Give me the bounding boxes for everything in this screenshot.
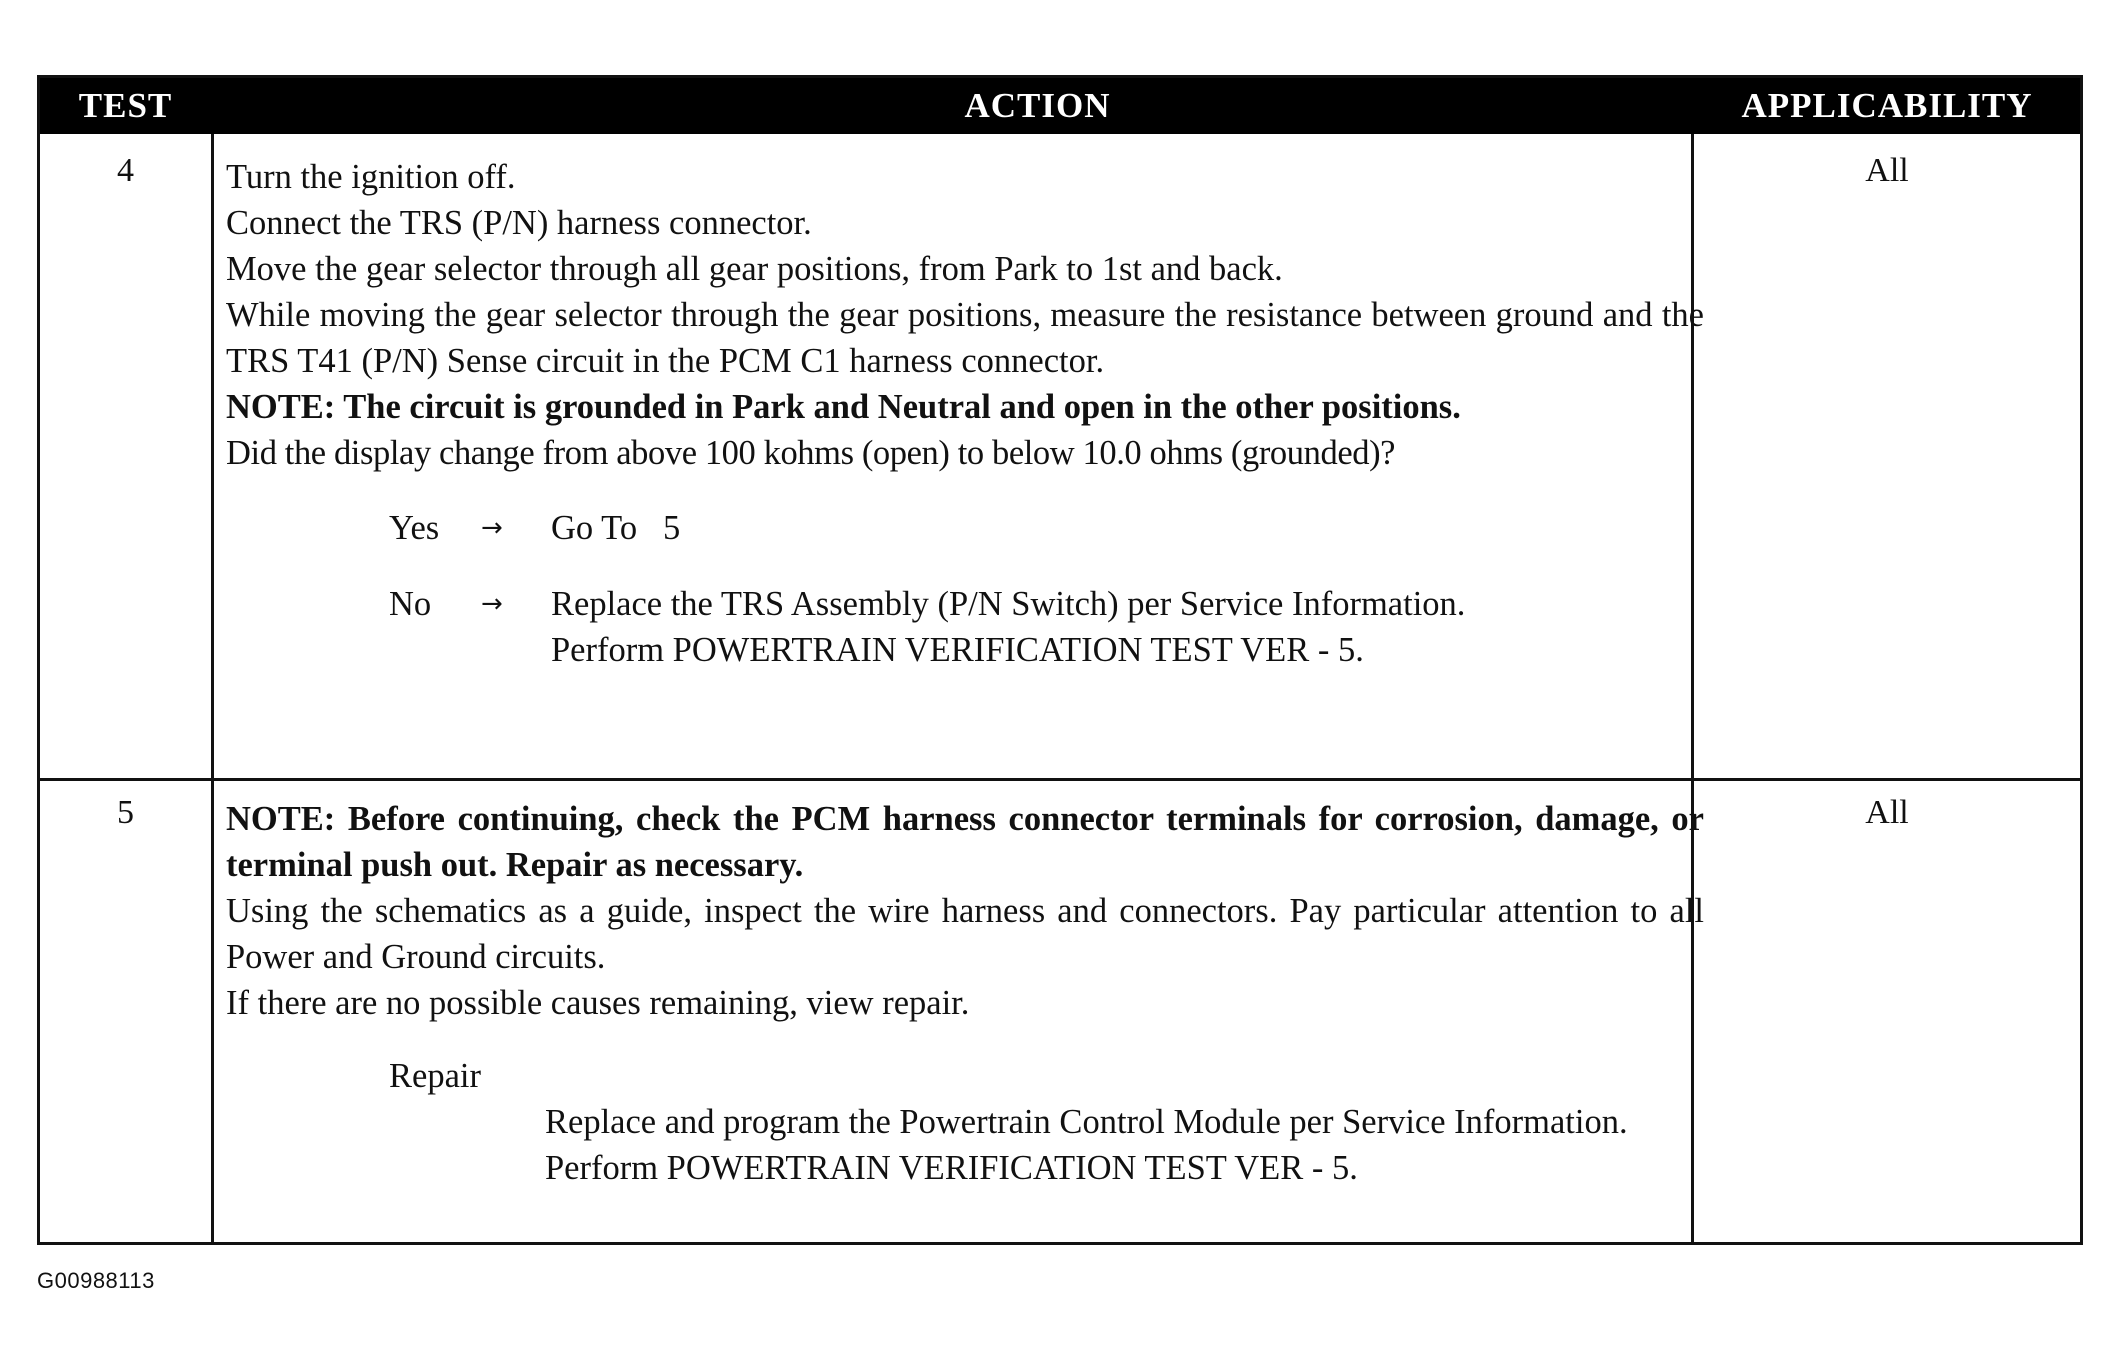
- applicability-4: All: [1865, 152, 1909, 189]
- applicability-5: All: [1865, 794, 1909, 831]
- action-step: Turn the ignition off.: [226, 158, 516, 196]
- action-step: Using the schematics as a guide, inspect the wire harness and connectors. Pay particular attention to all Power and Ground circuits.: [226, 892, 1704, 976]
- action-step: Move the gear selector through all gear positions, from Park to 1st and back.: [226, 250, 1283, 288]
- action-note: NOTE: Before continuing, check the PCM harness connector terminals for corrosion, damage, or terminal push out. Repair as necessary.: [226, 800, 1704, 884]
- test-number-5: 5: [117, 794, 134, 831]
- action-question: Did the display change from above 100 kohms (open) to below 10.0 ohms (grounded)?: [226, 434, 1396, 472]
- no-action-line: Perform POWERTRAIN VERIFICATION TEST VER - 5.: [551, 631, 1364, 669]
- header-action: ACTION: [964, 86, 1111, 125]
- header-applicability: APPLICABILITY: [1741, 86, 2033, 125]
- header-test: TEST: [78, 86, 173, 125]
- action-step: While moving the gear selector through the gear positions, measure the resistance between ground and the TRS T41 (P/N) Sense circuit in the PCM C1 harness connector.: [226, 296, 1704, 380]
- arrow-right-icon: →: [481, 589, 503, 619]
- no-branch: [226, 581, 1704, 673]
- test-number-4: 4: [117, 152, 134, 189]
- yes-branch: [226, 505, 1704, 551]
- repair-line: Replace and program the Powertrain Control Module per Service Information.: [545, 1103, 1628, 1141]
- action-step: Connect the TRS (P/N) harness connector.: [226, 204, 812, 242]
- action-step: If there are no possible causes remaining, view repair.: [226, 984, 970, 1022]
- repair-line: Perform POWERTRAIN VERIFICATION TEST VER - 5.: [545, 1149, 1358, 1187]
- no-label: No: [389, 585, 432, 623]
- yes-label: Yes: [389, 509, 440, 547]
- yes-goto: Go To 5: [551, 509, 681, 547]
- action-note: NOTE: The circuit is grounded in Park and Neutral and open in the other positions.: [226, 388, 1461, 426]
- row-divider: [40, 778, 2080, 781]
- arrow-right-icon: →: [481, 513, 503, 543]
- figure-code: G00988113: [37, 1268, 155, 1293]
- repair-label: Repair: [389, 1057, 481, 1095]
- diagnostic-test-table: [37, 75, 2083, 1245]
- repair-instructions: [545, 1099, 1704, 1191]
- action-cell-5: [226, 796, 1704, 1191]
- action-cell-4: [226, 154, 1704, 673]
- no-action-line: Replace the TRS Assembly (P/N Switch) per Service Information.: [551, 585, 1466, 623]
- table-header: [40, 78, 2080, 134]
- column-divider: [211, 134, 214, 1242]
